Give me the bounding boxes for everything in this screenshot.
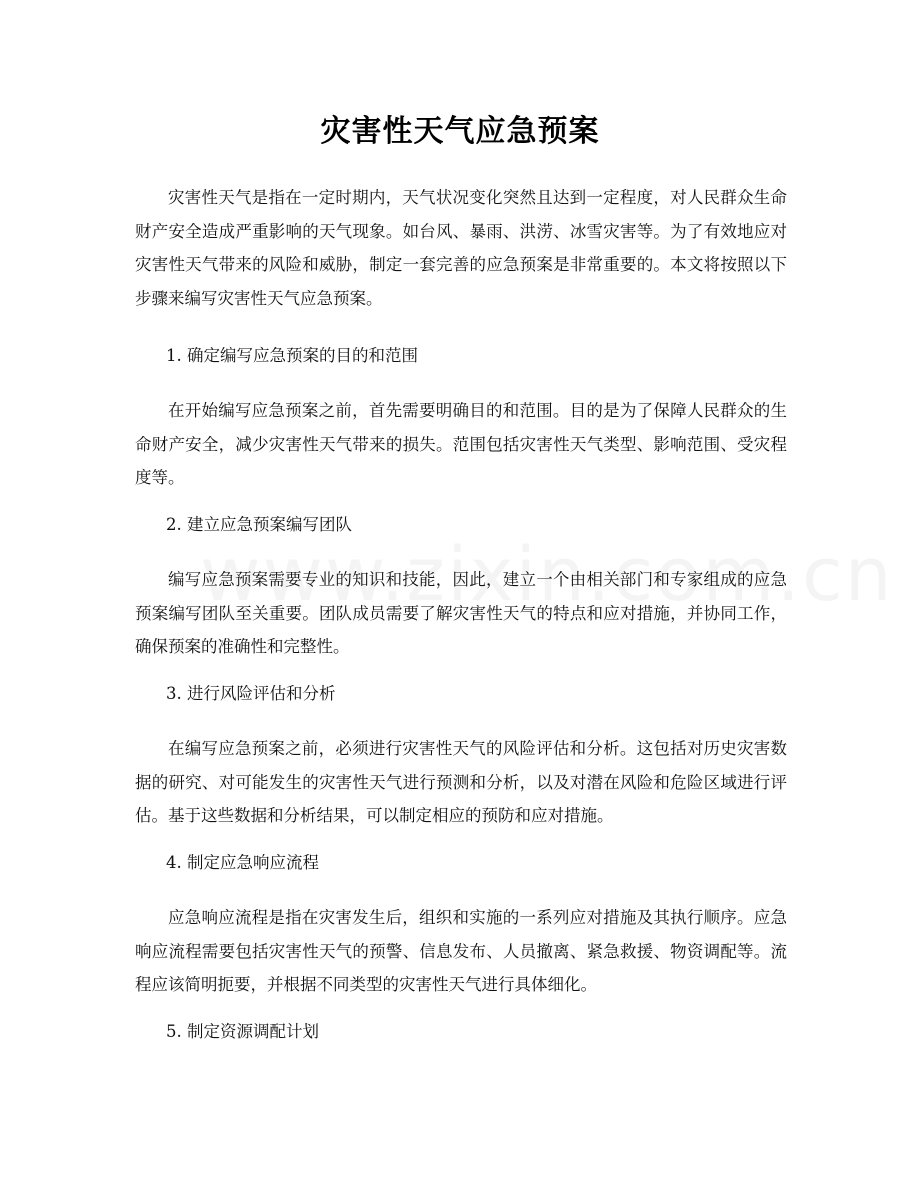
section-heading-2: 2. 建立应急预案编写团队: [166, 515, 352, 534]
section-body-2: 编写应急预案需要专业的知识和技能，因此，建立一个由相关部门和专家组成的应急预案编写团队至关重要。团队成员需要了解灾害性天气的特点和应对措施，并协同工作，确保预案的准确性和完整性。: [135, 570, 787, 656]
section-heading-4: 4. 制定应急响应流程: [166, 853, 319, 872]
section-heading-5: 5. 制定资源调配计划: [166, 1022, 319, 1041]
intro-paragraph: 灾害性天气是指在一定时期内，天气状况变化突然且达到一定程度，对人民群众生命财产安全造成严重影响的天气现象。如台风、暴雨、洪涝、冰雪灾害等。为了有效地应对灾害性天气带来的风险和威胁，制定一套完善的应急预案是非常重要的。本文将按照以下步骤来编写灾害性天气应急预案。: [135, 188, 787, 308]
section-heading-1: 1. 确定编写应急预案的目的和范围: [166, 346, 418, 365]
section-body-4: 应急响应流程是指在灾害发生后，组织和实施的一系列应对措施及其执行顺序。应急响应流程需要包括灾害性天气的预警、信息发布、人员撤离、紧急救援、物资调配等。流程应该简明扼要，并根据不同类型的灾害性天气进行具体细化。: [135, 908, 787, 994]
section-heading-3: 3. 进行风险评估和分析: [166, 684, 336, 703]
section-body-3: 在编写应急预案之前，必须进行灾害性天气的风险评估和分析。这包括对历史灾害数据的研究、对可能发生的灾害性天气进行预测和分析，以及对潜在风险和危险区域进行评估。基于这些数据和分析结果，可以制定相应的预防和应对措施。: [135, 739, 787, 825]
section-body-1: 在开始编写应急预案之前，首先需要明确目的和范围。目的是为了保障人民群众的生命财产安全，减少灾害性天气带来的损失。范围包括灾害性天气类型、影响范围、受灾程度等。: [135, 401, 787, 487]
document-title: 灾害性天气应急预案: [320, 114, 600, 149]
